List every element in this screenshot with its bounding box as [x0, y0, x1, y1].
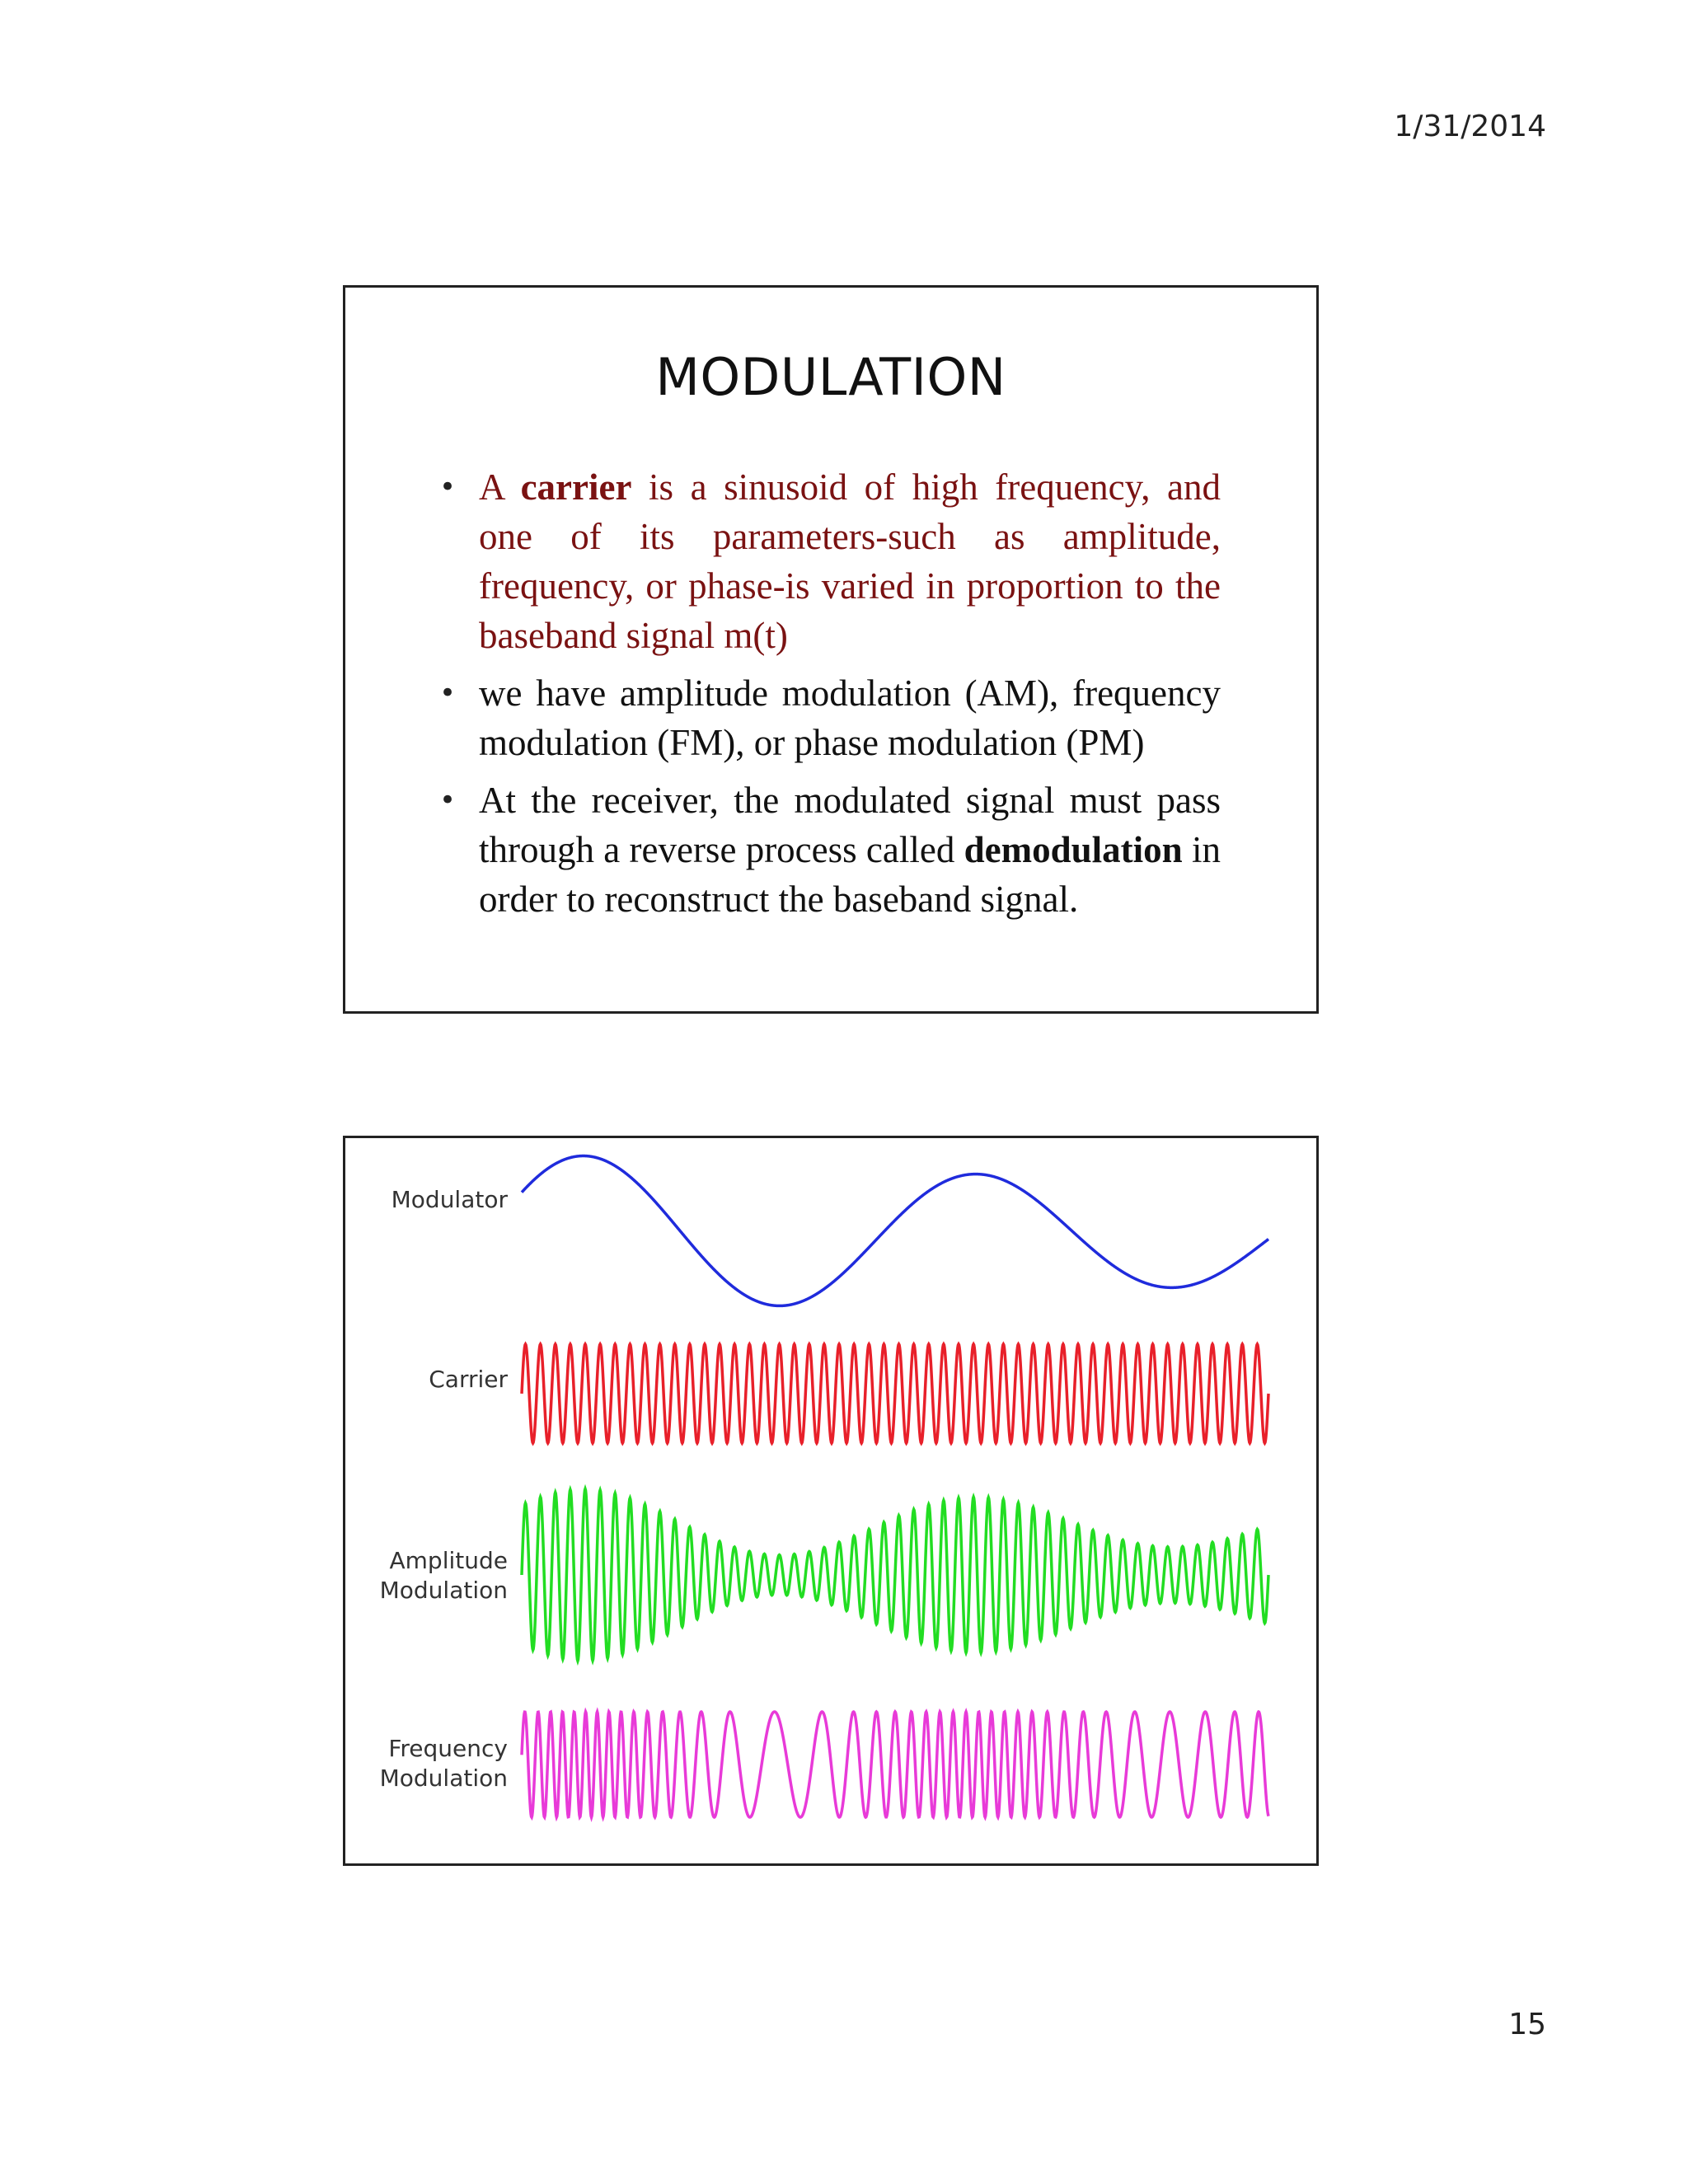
- slide-title: MODULATION: [655, 347, 1006, 407]
- label-am-line2: Modulation: [379, 1577, 508, 1604]
- label-fm-line2: Modulation: [379, 1765, 508, 1792]
- bullet-demodulation-text-start: At the receiver, the modulated signal must pass through a reverse process called: [479, 780, 1221, 870]
- label-modulator: Modulator: [391, 1186, 508, 1213]
- bullet-carrier-text-end: is a sinusoid of high frequency, and one of its parameters-such as amplitude, frequency, or phase-is varied in proportion to the baseband signal m(t): [479, 466, 1221, 656]
- label-am-line1: Amplitude: [389, 1547, 508, 1574]
- bullet-dot-icon: •: [439, 471, 457, 504]
- carrier-waveform: [522, 1344, 1268, 1443]
- bullet-carrier: [439, 462, 1221, 660]
- header-date: 1/31/2014: [1394, 110, 1546, 143]
- bullet-dot-icon: •: [439, 677, 457, 710]
- frequency-modulation-waveform: [522, 1712, 1268, 1817]
- bullet-demodulation-text-end: in order to reconstruct the baseband signal.: [479, 829, 1221, 920]
- bullet-carrier-text-start: A: [479, 466, 521, 508]
- bullet-demodulation: [439, 776, 1221, 924]
- bullet-dot-icon: •: [439, 784, 457, 817]
- slide-modulation: [343, 285, 1319, 1014]
- bullet-modulation-types-text: we have amplitude modulation (AM), frequency modulation (FM), or phase modulation (PM): [479, 673, 1221, 763]
- bullet-modulation-types: [439, 668, 1221, 767]
- modulator-waveform: [522, 1156, 1268, 1306]
- modulation-figure: [343, 1136, 1319, 1866]
- label-carrier: Carrier: [429, 1366, 508, 1393]
- page-number: 15: [1508, 2008, 1546, 2041]
- bullet-list: [439, 462, 1221, 932]
- bullet-demodulation-bold: demodulation: [964, 829, 1183, 870]
- bullet-carrier-bold: carrier: [520, 466, 632, 508]
- waveform-diagram: [345, 1138, 1316, 1863]
- amplitude-modulation-waveform: [522, 1489, 1268, 1661]
- label-fm-line1: Frequency: [388, 1735, 508, 1762]
